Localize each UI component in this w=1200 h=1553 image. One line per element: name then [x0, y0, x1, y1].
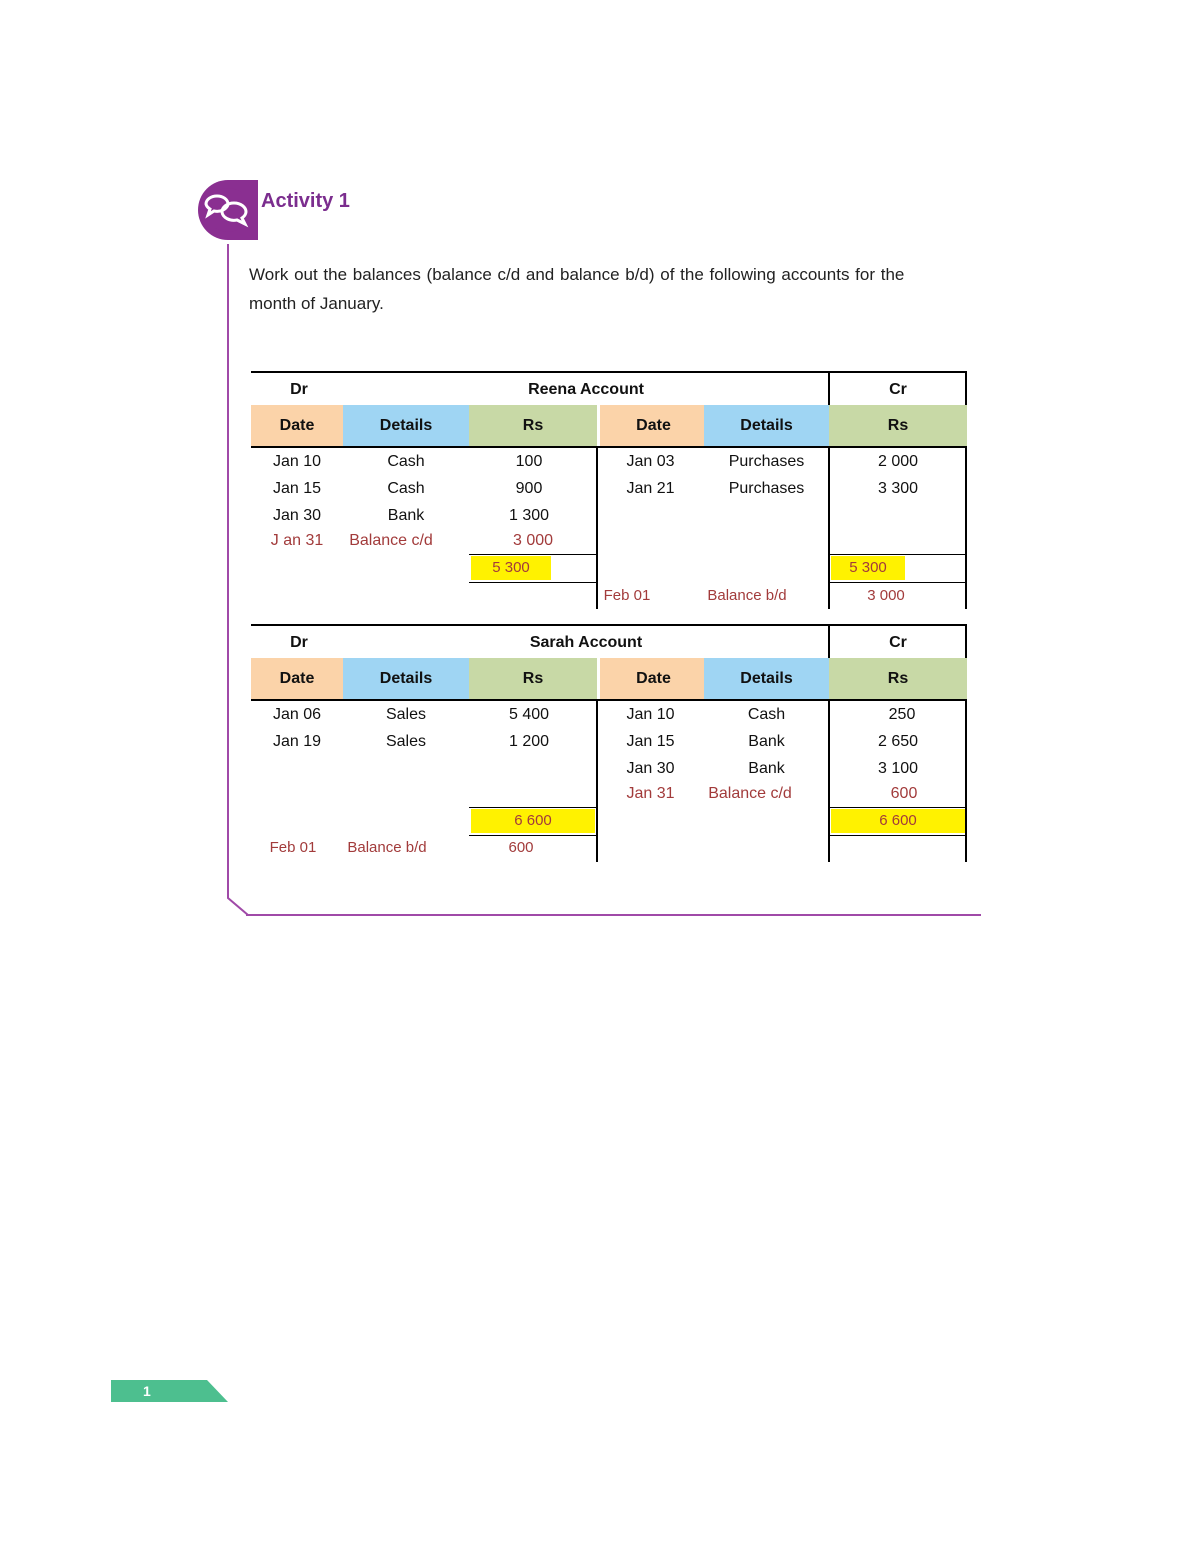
t-account-divider [596, 446, 598, 609]
rule [469, 554, 597, 555]
credit-date: Jan 31 [626, 785, 675, 802]
credit-details: Cash [747, 706, 786, 723]
credit-amount: 2 000 [877, 453, 919, 470]
title-right-border [965, 371, 967, 407]
frame-left-line [227, 244, 229, 892]
debit-date: Jan 19 [272, 733, 322, 750]
activity-title: Activity 1 [261, 190, 350, 212]
credit-details: Balance c/d [708, 785, 792, 802]
title-divider [828, 624, 830, 660]
debit-date: Jan 10 [272, 453, 322, 470]
debit-amount: 100 [515, 453, 543, 470]
account-title: Reena Account [528, 381, 644, 398]
title-divider [828, 371, 830, 407]
credit-amount: 2 650 [877, 733, 919, 750]
header-details: Details [704, 658, 829, 699]
credit-amount: 600 [890, 785, 918, 802]
debit-amount: 3 000 [512, 532, 554, 549]
table-row [251, 502, 967, 529]
debit-total: 5 300 [471, 556, 551, 580]
bd-amount: 3 000 [867, 587, 905, 604]
speech-bubbles-icon [198, 176, 258, 244]
debit-date: J an 31 [270, 532, 324, 549]
rule [469, 582, 597, 583]
table-row [251, 755, 967, 782]
right-border [965, 699, 967, 862]
header-details: Details [343, 405, 469, 446]
table-row [251, 781, 967, 806]
instructions-line-1: Work out the balances (balance c/d and balance b/d) of the following accounts for the [249, 265, 905, 284]
bd-date: Feb 01 [269, 839, 317, 856]
instructions-line-2: month of January. [249, 294, 384, 313]
credit-details: Bank [748, 733, 785, 750]
header-date: Date [597, 405, 707, 446]
credit-amount: 3 300 [877, 480, 919, 497]
cr-divider [828, 699, 830, 862]
rule [469, 807, 597, 808]
rule [829, 554, 967, 555]
debit-amount: 1 200 [508, 733, 550, 750]
debit-details: Bank [387, 507, 425, 524]
bd-details: Balance b/d [707, 587, 787, 604]
header-details: Details [343, 658, 469, 699]
right-border [965, 446, 967, 609]
rule [829, 807, 967, 808]
credit-date: Jan 15 [626, 733, 675, 750]
credit-amount: 3 100 [877, 760, 919, 777]
header-date: Date [597, 658, 707, 699]
header-rs: Rs [469, 658, 597, 699]
cr-label: Cr [889, 381, 907, 398]
dr-label: Dr [290, 634, 308, 651]
credit-date: Jan 21 [626, 480, 675, 497]
ledger-title-row [251, 624, 967, 660]
debit-total: 6 600 [471, 809, 595, 833]
account-title: Sarah Account [529, 634, 643, 651]
frame-bottom-line [246, 914, 981, 916]
credit-date: Jan 03 [626, 453, 675, 470]
ledger-header-row [251, 405, 967, 448]
table-row [251, 701, 967, 728]
debit-amount: 900 [515, 480, 543, 497]
debit-details: Cash [387, 480, 425, 497]
bd-details: Balance b/d [347, 839, 427, 856]
credit-details: Bank [748, 760, 785, 777]
ledger-title-row [251, 371, 967, 407]
table-row [251, 448, 967, 475]
header-date: Date [251, 658, 343, 699]
ledger-header-row [251, 658, 967, 701]
debit-date: Jan 06 [272, 706, 322, 723]
debit-details: Cash [387, 453, 425, 470]
rule [829, 582, 967, 583]
t-account-divider [596, 699, 598, 862]
table-row [251, 584, 967, 608]
header-rs: Rs [829, 405, 967, 446]
table-row [251, 836, 967, 860]
debit-details: Balance c/d [349, 532, 433, 549]
debit-details: Sales [385, 733, 427, 750]
table-row [251, 528, 967, 553]
credit-total: 6 600 [831, 809, 965, 833]
cr-divider [828, 446, 830, 609]
bd-date: Feb 01 [603, 587, 651, 604]
page-number-tab [111, 1380, 228, 1402]
title-right-border [965, 624, 967, 660]
debit-details: Sales [385, 706, 427, 723]
debit-amount: 1 300 [508, 507, 550, 524]
dr-label: Dr [290, 381, 308, 398]
instructions [249, 260, 969, 318]
debit-date: Jan 15 [272, 480, 322, 497]
table-row [251, 728, 967, 755]
credit-details: Purchases [728, 453, 805, 470]
header-rs: Rs [829, 658, 967, 699]
credit-amount: 250 [888, 706, 916, 723]
page-number: 1 [143, 1383, 151, 1399]
header-date: Date [251, 405, 343, 446]
header-details: Details [704, 405, 829, 446]
cr-label: Cr [889, 634, 907, 651]
credit-date: Jan 30 [626, 760, 675, 777]
credit-total: 5 300 [831, 556, 905, 580]
credit-date: Jan 10 [626, 706, 675, 723]
credit-details: Purchases [728, 480, 805, 497]
header-rs: Rs [469, 405, 597, 446]
debit-date: Jan 30 [272, 507, 322, 524]
bd-amount: 600 [508, 839, 534, 856]
table-row [251, 475, 967, 502]
debit-amount: 5 400 [508, 706, 550, 723]
